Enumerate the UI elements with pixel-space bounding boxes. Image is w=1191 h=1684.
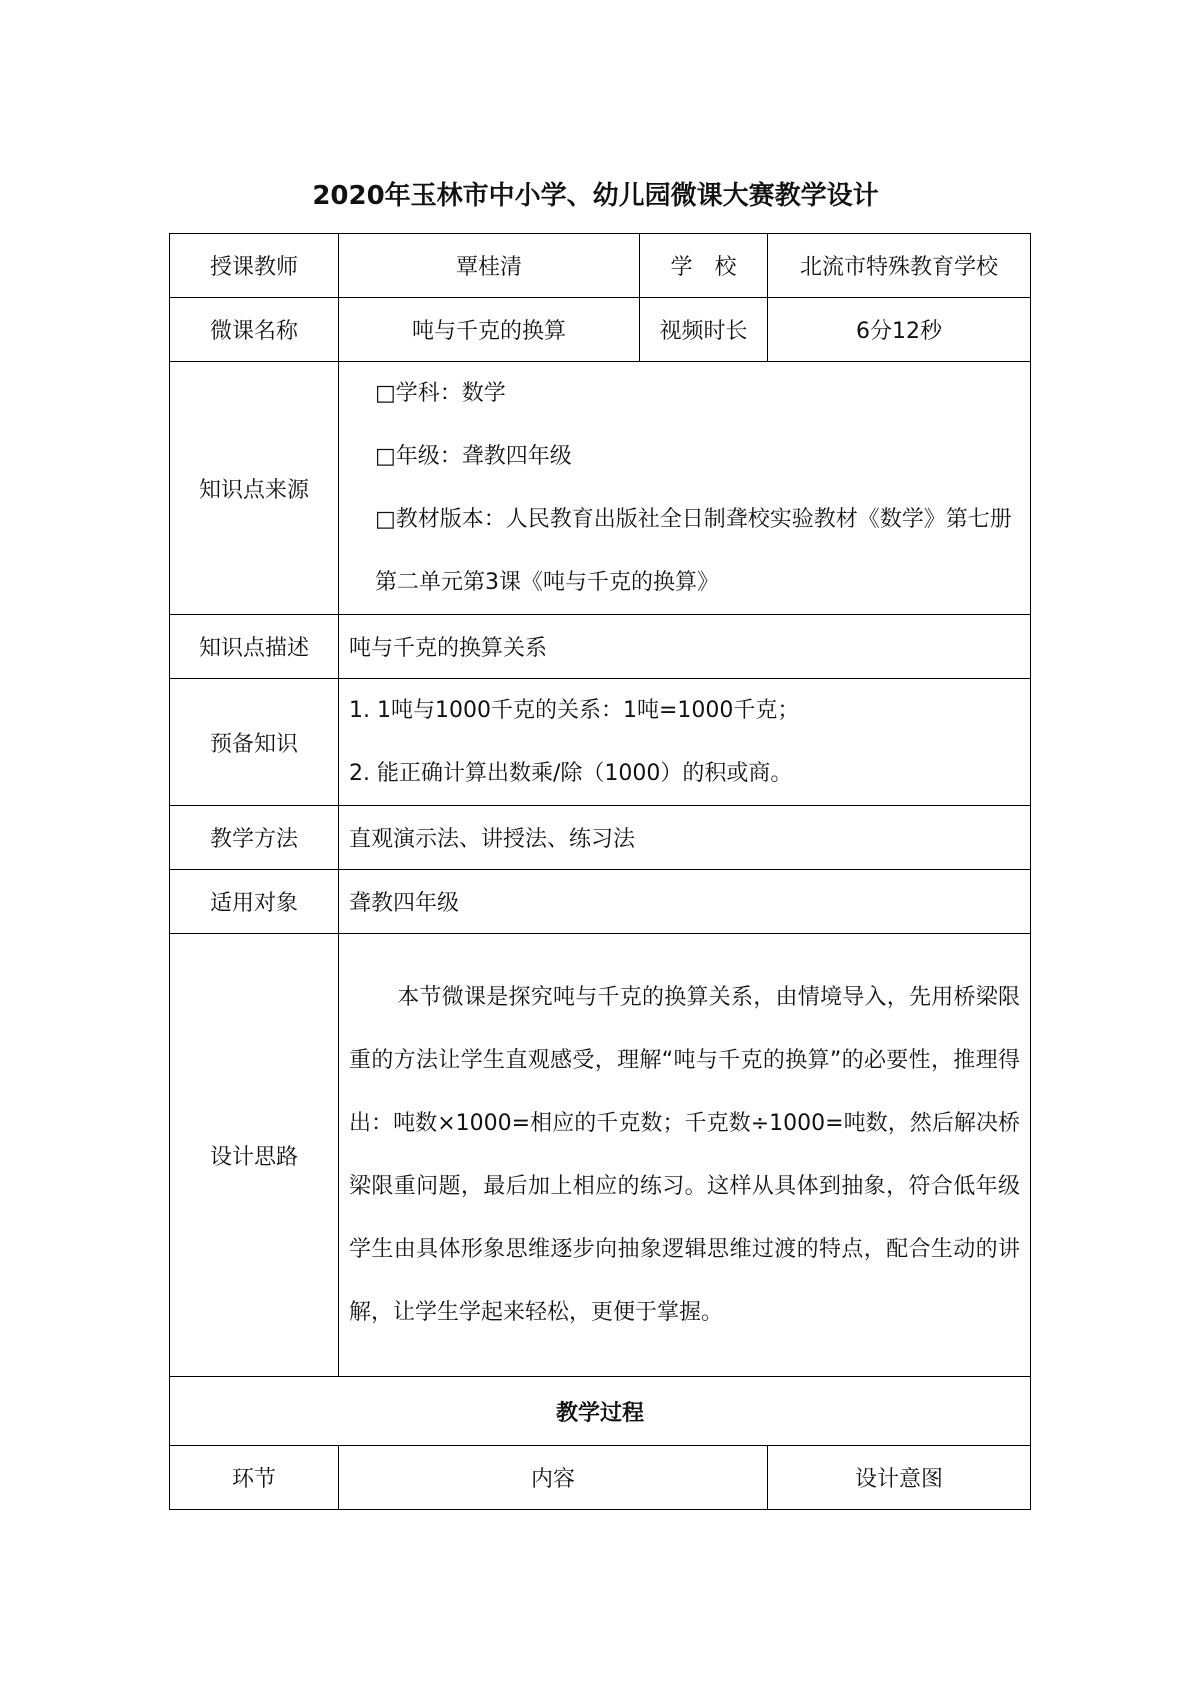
row-process-heading — [170, 1377, 1031, 1446]
teacher-label: 授课教师 — [170, 234, 339, 298]
col-content: 内容 — [339, 1446, 768, 1510]
row-target — [170, 870, 1031, 934]
row-teacher — [170, 234, 1031, 298]
school-value: 北流市特殊教育学校 — [768, 234, 1031, 298]
prereq-item: 1. 1吨与1000千克的关系：1吨=1000千克； — [349, 698, 800, 723]
method-label: 教学方法 — [170, 806, 339, 870]
prereq-list — [339, 679, 1031, 806]
duration-label: 视频时长 — [640, 298, 768, 362]
source-item: □学科：数学 — [375, 381, 506, 406]
source-label: 知识点来源 — [170, 362, 339, 615]
row-source — [170, 362, 1031, 615]
method-value: 直观演示法、讲授法、练习法 — [339, 806, 1031, 870]
design-label: 设计思路 — [170, 934, 339, 1377]
desc-value: 吨与千克的换算关系 — [339, 615, 1031, 679]
col-intent: 设计意图 — [768, 1446, 1031, 1510]
row-prereq — [170, 679, 1031, 806]
source-item: □年级：聋教四年级 — [375, 444, 572, 469]
lesson-design-table — [169, 233, 1031, 1510]
row-design — [170, 934, 1031, 1377]
design-cell — [339, 934, 1031, 1377]
course-value: 吨与千克的换算 — [339, 298, 640, 362]
row-course — [170, 298, 1031, 362]
row-process-columns — [170, 1446, 1031, 1510]
duration-value: 6分12秒 — [768, 298, 1031, 362]
col-stage: 环节 — [170, 1446, 339, 1510]
desc-label: 知识点描述 — [170, 615, 339, 679]
row-method — [170, 806, 1031, 870]
prereq-item: 2. 能正确计算出数乘/除（1000）的积或商。 — [349, 761, 793, 786]
course-label: 微课名称 — [170, 298, 339, 362]
page-title: 2020年玉林市中小学、幼儿园微课大赛教学设计 — [312, 181, 879, 211]
design-value: 本节微课是探究吨与千克的换算关系，由情境导入，先用桥梁限重的方法让学生直观感受，理解“吨与千克的换算”的必要性，推理得出：吨数×1000=相应的千克数；千克数÷1000=吨数，然后解决桥梁限重问题，最后加上相应的练习。这样从具体到抽象，符合低年级学生由具体形象思维逐步向抽象逻辑思维过渡的特点，配合生动的讲解，让学生学起来轻松，更便于掌握。 — [349, 985, 1020, 1325]
source-item: □教材版本：人民教育出版社全日制聋校实验教材《数学》第七册第二单元第3课《吨与千克的换算》 — [375, 507, 1012, 595]
target-label: 适用对象 — [170, 870, 339, 934]
row-desc — [170, 615, 1031, 679]
prereq-label: 预备知识 — [170, 679, 339, 806]
source-list — [339, 362, 1031, 615]
process-heading: 教学过程 — [170, 1377, 1031, 1446]
target-value: 聋教四年级 — [339, 870, 1031, 934]
teacher-value: 覃桂清 — [339, 234, 640, 298]
school-label: 学 校 — [640, 234, 768, 298]
